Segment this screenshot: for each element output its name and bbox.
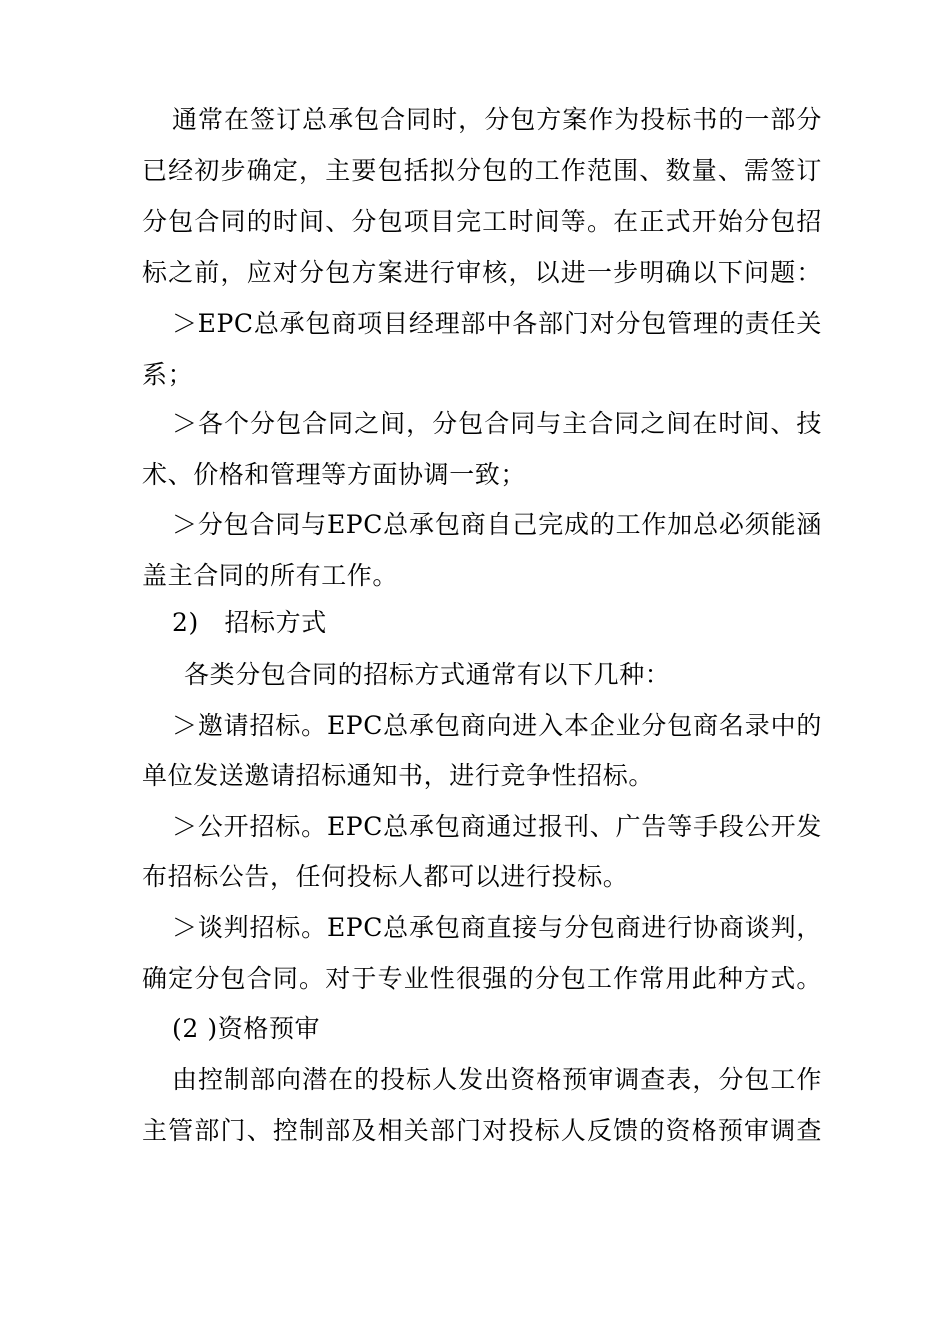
bullet-line: 布招标公告，任何投标人都可以进行投标。 <box>142 862 629 891</box>
paragraph-line: 标之前，应对分包方案进行审核，以进一步明确以下问题： <box>142 258 822 287</box>
paragraph-line: 分包合同的时间、分包项目完工时间等。在正式开始分包招 <box>142 207 822 236</box>
section-heading: (2 )资格预审 <box>172 1014 321 1043</box>
bullet-line: 术、价格和管理等方面协调一致； <box>142 460 527 489</box>
paragraph-line: 各类分包合同的招标方式通常有以下几种： <box>184 660 671 689</box>
bullet-line: ＞邀请招标。EPC总承包商向进入本企业分包商名录中的 <box>172 711 822 740</box>
bullet-line: 系； <box>142 360 194 389</box>
paragraph-line: 通常在签订总承包合同时，分包方案作为投标书的一部分 <box>172 105 822 134</box>
bullet-line: ＞公开招标。EPC总承包商通过报刊、广告等手段公开发 <box>172 812 822 841</box>
bullet-line: ＞谈判招标。EPC总承包商直接与分包商进行协商谈判， <box>172 913 822 942</box>
bullet-line: 确定分包合同。对于专业性很强的分包工作常用此种方式。 <box>142 964 822 993</box>
paragraph-line: 主管部门、控制部及相关部门对投标人反馈的资格预审调查 <box>142 1116 822 1145</box>
bullet-line: 盖主合同的所有工作。 <box>142 561 399 590</box>
bullet-line: 单位发送邀请招标通知书，进行竞争性招标。 <box>142 761 655 790</box>
bullet-line: ＞EPC总承包商项目经理部中各部门对分包管理的责任关 <box>172 309 822 338</box>
section-heading: 2) 招标方式 <box>172 608 327 637</box>
bullet-line: ＞各个分包合同之间，分包合同与主合同之间在时间、技 <box>172 409 822 438</box>
paragraph-line: 已经初步确定，主要包括拟分包的工作范围、数量、需签订 <box>142 156 822 185</box>
bullet-line: ＞分包合同与EPC总承包商自己完成的工作加总必须能涵 <box>172 510 822 539</box>
paragraph-line: 由控制部向潜在的投标人发出资格预审调查表，分包工作 <box>172 1065 822 1094</box>
